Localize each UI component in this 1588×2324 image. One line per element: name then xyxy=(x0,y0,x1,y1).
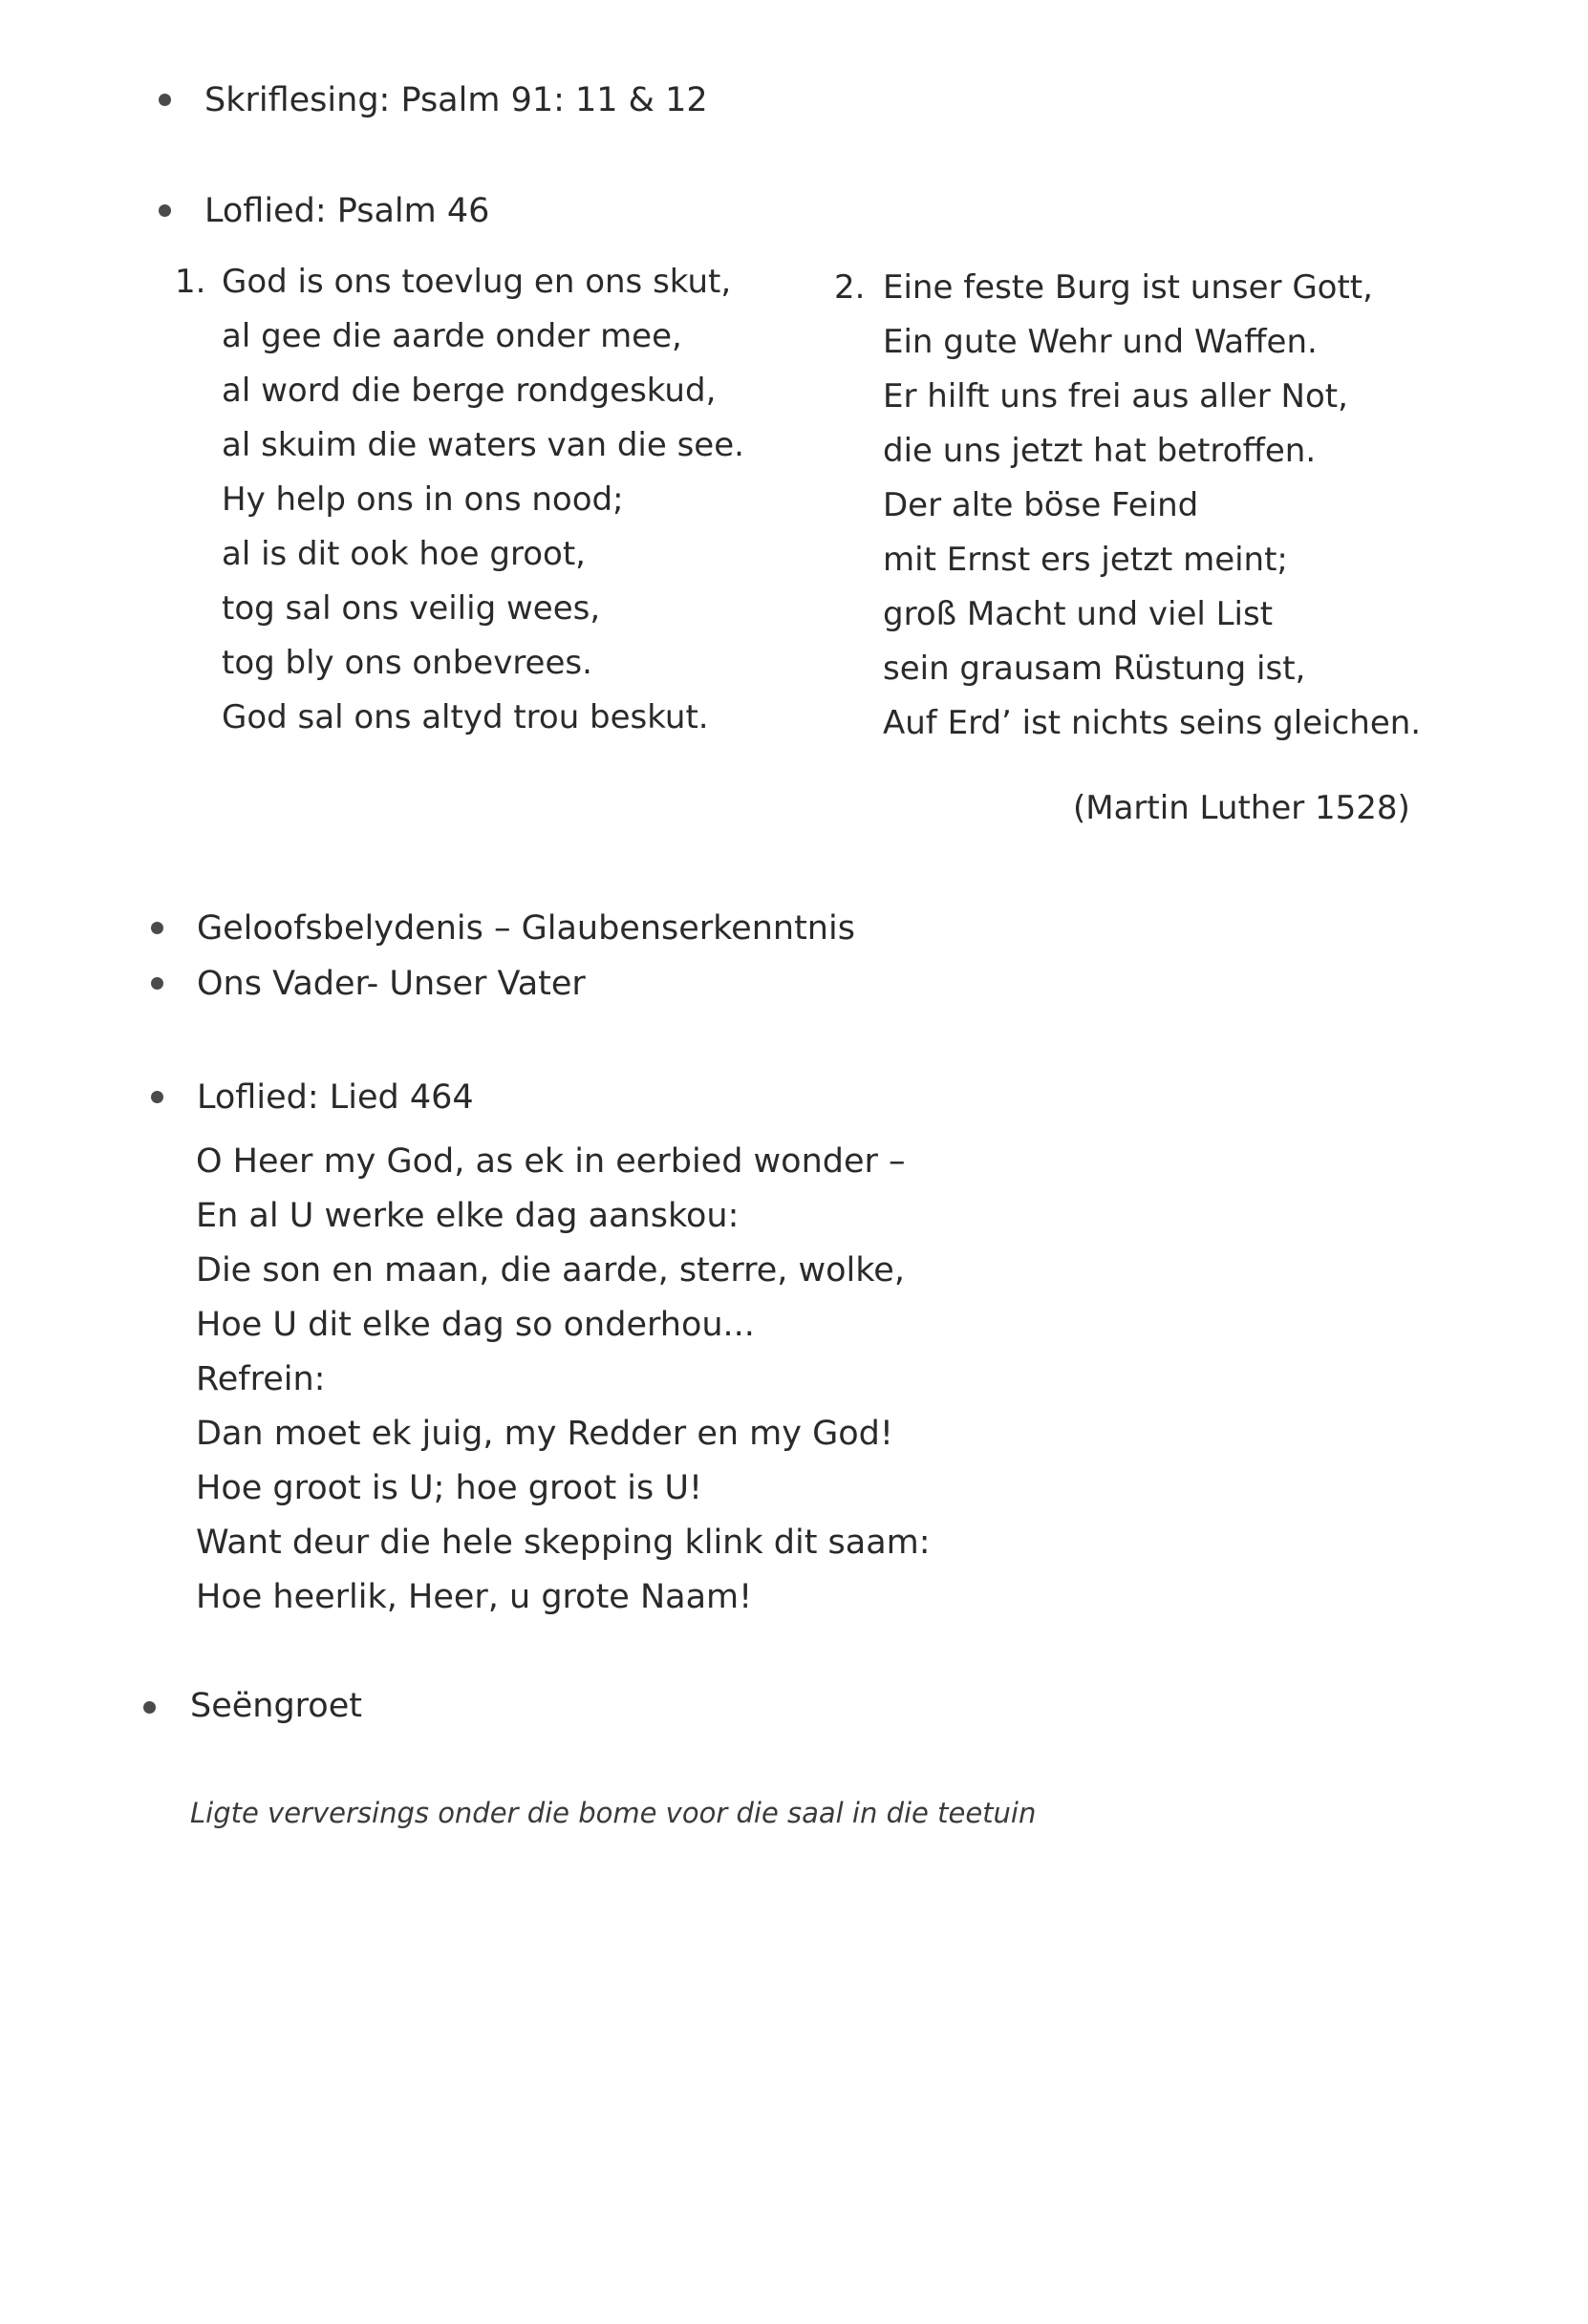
verse-1-line: God sal ons altyd trou beskut. xyxy=(222,698,709,736)
verse-2-number: 2. xyxy=(834,268,866,307)
hymn-line: Refrein: xyxy=(196,1360,326,1398)
scripture-reading: Skriflesing: Psalm 91: 11 & 12 xyxy=(204,81,708,119)
bullet-icon xyxy=(159,94,171,106)
hymn-title-lied-464: Loflied: Lied 464 xyxy=(197,1078,474,1117)
bullet-icon xyxy=(151,977,163,990)
hymn-attribution: (Martin Luther 1528) xyxy=(1073,789,1410,827)
verse-1-line: tog sal ons veilig wees, xyxy=(222,589,601,628)
verse-2-line: Der alte böse Feind xyxy=(883,486,1199,524)
verse-1-line: al is dit ook hoe groot, xyxy=(222,535,586,573)
verse-2-line: sein grausam Rüstung ist, xyxy=(883,650,1306,688)
hymn-line: Hoe groot is U; hoe groot is U! xyxy=(196,1469,703,1507)
bullet-icon xyxy=(159,204,171,217)
hymn-line: Die son en maan, die aarde, sterre, wolke, xyxy=(196,1251,905,1290)
verse-2-line: groß Macht und viel List xyxy=(883,595,1274,633)
verse-2-line: Eine feste Burg ist unser Gott, xyxy=(883,268,1373,307)
verse-2-line: mit Ernst ers jetzt meint; xyxy=(883,541,1288,579)
hymn-line: Want deur die hele skepping klink dit saam: xyxy=(196,1524,931,1562)
refreshments-note: Ligte verversings onder die bome voor die saal in die teetuin xyxy=(190,1797,1037,1829)
hymn-line: Dan moet ek juig, my Redder en my God! xyxy=(196,1415,893,1453)
verse-1-line: al skuim die waters van die see. xyxy=(222,426,744,464)
hymn-line: En al U werke elke dag aanskou: xyxy=(196,1197,740,1235)
creed: Geloofsbelydenis – Glaubenserkenntnis xyxy=(197,909,855,948)
bullet-icon xyxy=(151,1091,163,1103)
verse-1-line: al gee die aarde onder mee, xyxy=(222,317,682,355)
verse-2-line: Ein gute Wehr und Waffen. xyxy=(883,323,1318,361)
verse-1-line: Hy help ons in ons nood; xyxy=(222,480,624,519)
hymn-line: Hoe U dit elke dag so onderhou... xyxy=(196,1306,755,1344)
hymn-line: O Heer my God, as ek in eerbied wonder – xyxy=(196,1142,906,1181)
verse-2-line: die uns jetzt hat betroffen. xyxy=(883,432,1317,470)
lords-prayer: Ons Vader- Unser Vater xyxy=(197,965,586,1003)
hymn-line: Hoe heerlik, Heer, u grote Naam! xyxy=(196,1578,753,1616)
hymn-title-psalm-46: Loflied: Psalm 46 xyxy=(204,192,490,230)
bullet-icon xyxy=(151,922,163,934)
blessing: Seëngroet xyxy=(190,1687,362,1725)
verse-1-line: God is ons toevlug en ons skut, xyxy=(222,263,732,301)
bullet-icon xyxy=(143,1701,156,1714)
verse-1-line: tog bly ons onbevrees. xyxy=(222,644,592,682)
verse-1-number: 1. xyxy=(175,263,206,301)
verse-2-line: Er hilft uns frei aus aller Not, xyxy=(883,377,1348,416)
verse-2-line: Auf Erd’ ist nichts seins gleichen. xyxy=(883,704,1422,742)
verse-1-line: al word die berge rondgeskud, xyxy=(222,372,717,410)
